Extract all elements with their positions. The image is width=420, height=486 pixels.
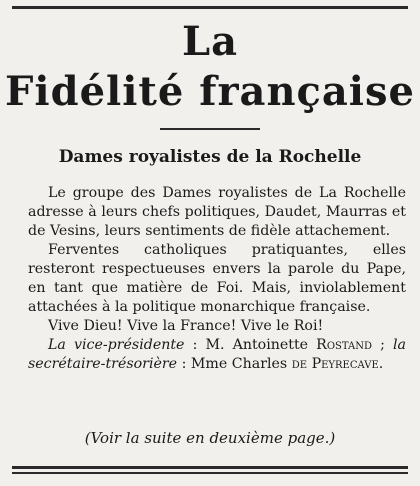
- role-vice-president: La vice-présidente: [48, 337, 185, 353]
- top-rule: [12, 6, 408, 9]
- cheer-line: Vive Dieu! Vive la France! Vive le Roi!: [48, 318, 324, 334]
- headline-line-1: La: [181, 18, 239, 65]
- headline-line-2: Fidélité française: [5, 68, 415, 115]
- article-body: [28, 184, 406, 374]
- signature-block: La vice-présidente : M. Antoinette Rostand ; la secrétaire-trésorière : Mme Charles de Peyrecave.: [28, 337, 406, 372]
- role-secretary-treasurer: la secrétaire-trésorière: [28, 337, 406, 372]
- bottom-rule-1: [12, 466, 408, 469]
- name-peyrecave: Peyrecave: [311, 356, 379, 372]
- name-rostand: Rostand: [316, 337, 373, 353]
- paragraph-1: Le groupe des Dames royalistes de La Rochelle adresse à leurs chefs politiques, Daudet, Maurras et de Vesins, leurs sentiments de fidèle attachement.: [28, 185, 406, 239]
- continued-notice: (Voir la suite en deuxième page.): [84, 429, 336, 447]
- bottom-rule-2: [12, 472, 408, 474]
- article-subtitle: Dames royalistes de la Rochelle: [58, 147, 362, 167]
- title-divider: [160, 128, 260, 130]
- paragraph-2: Ferventes catholiques pratiquantes, elles resteront respectueuses envers la parole du Pape, en tant que matière de Foi. Mais, inviolablement attachées à la politique monarchique française.: [28, 242, 406, 315]
